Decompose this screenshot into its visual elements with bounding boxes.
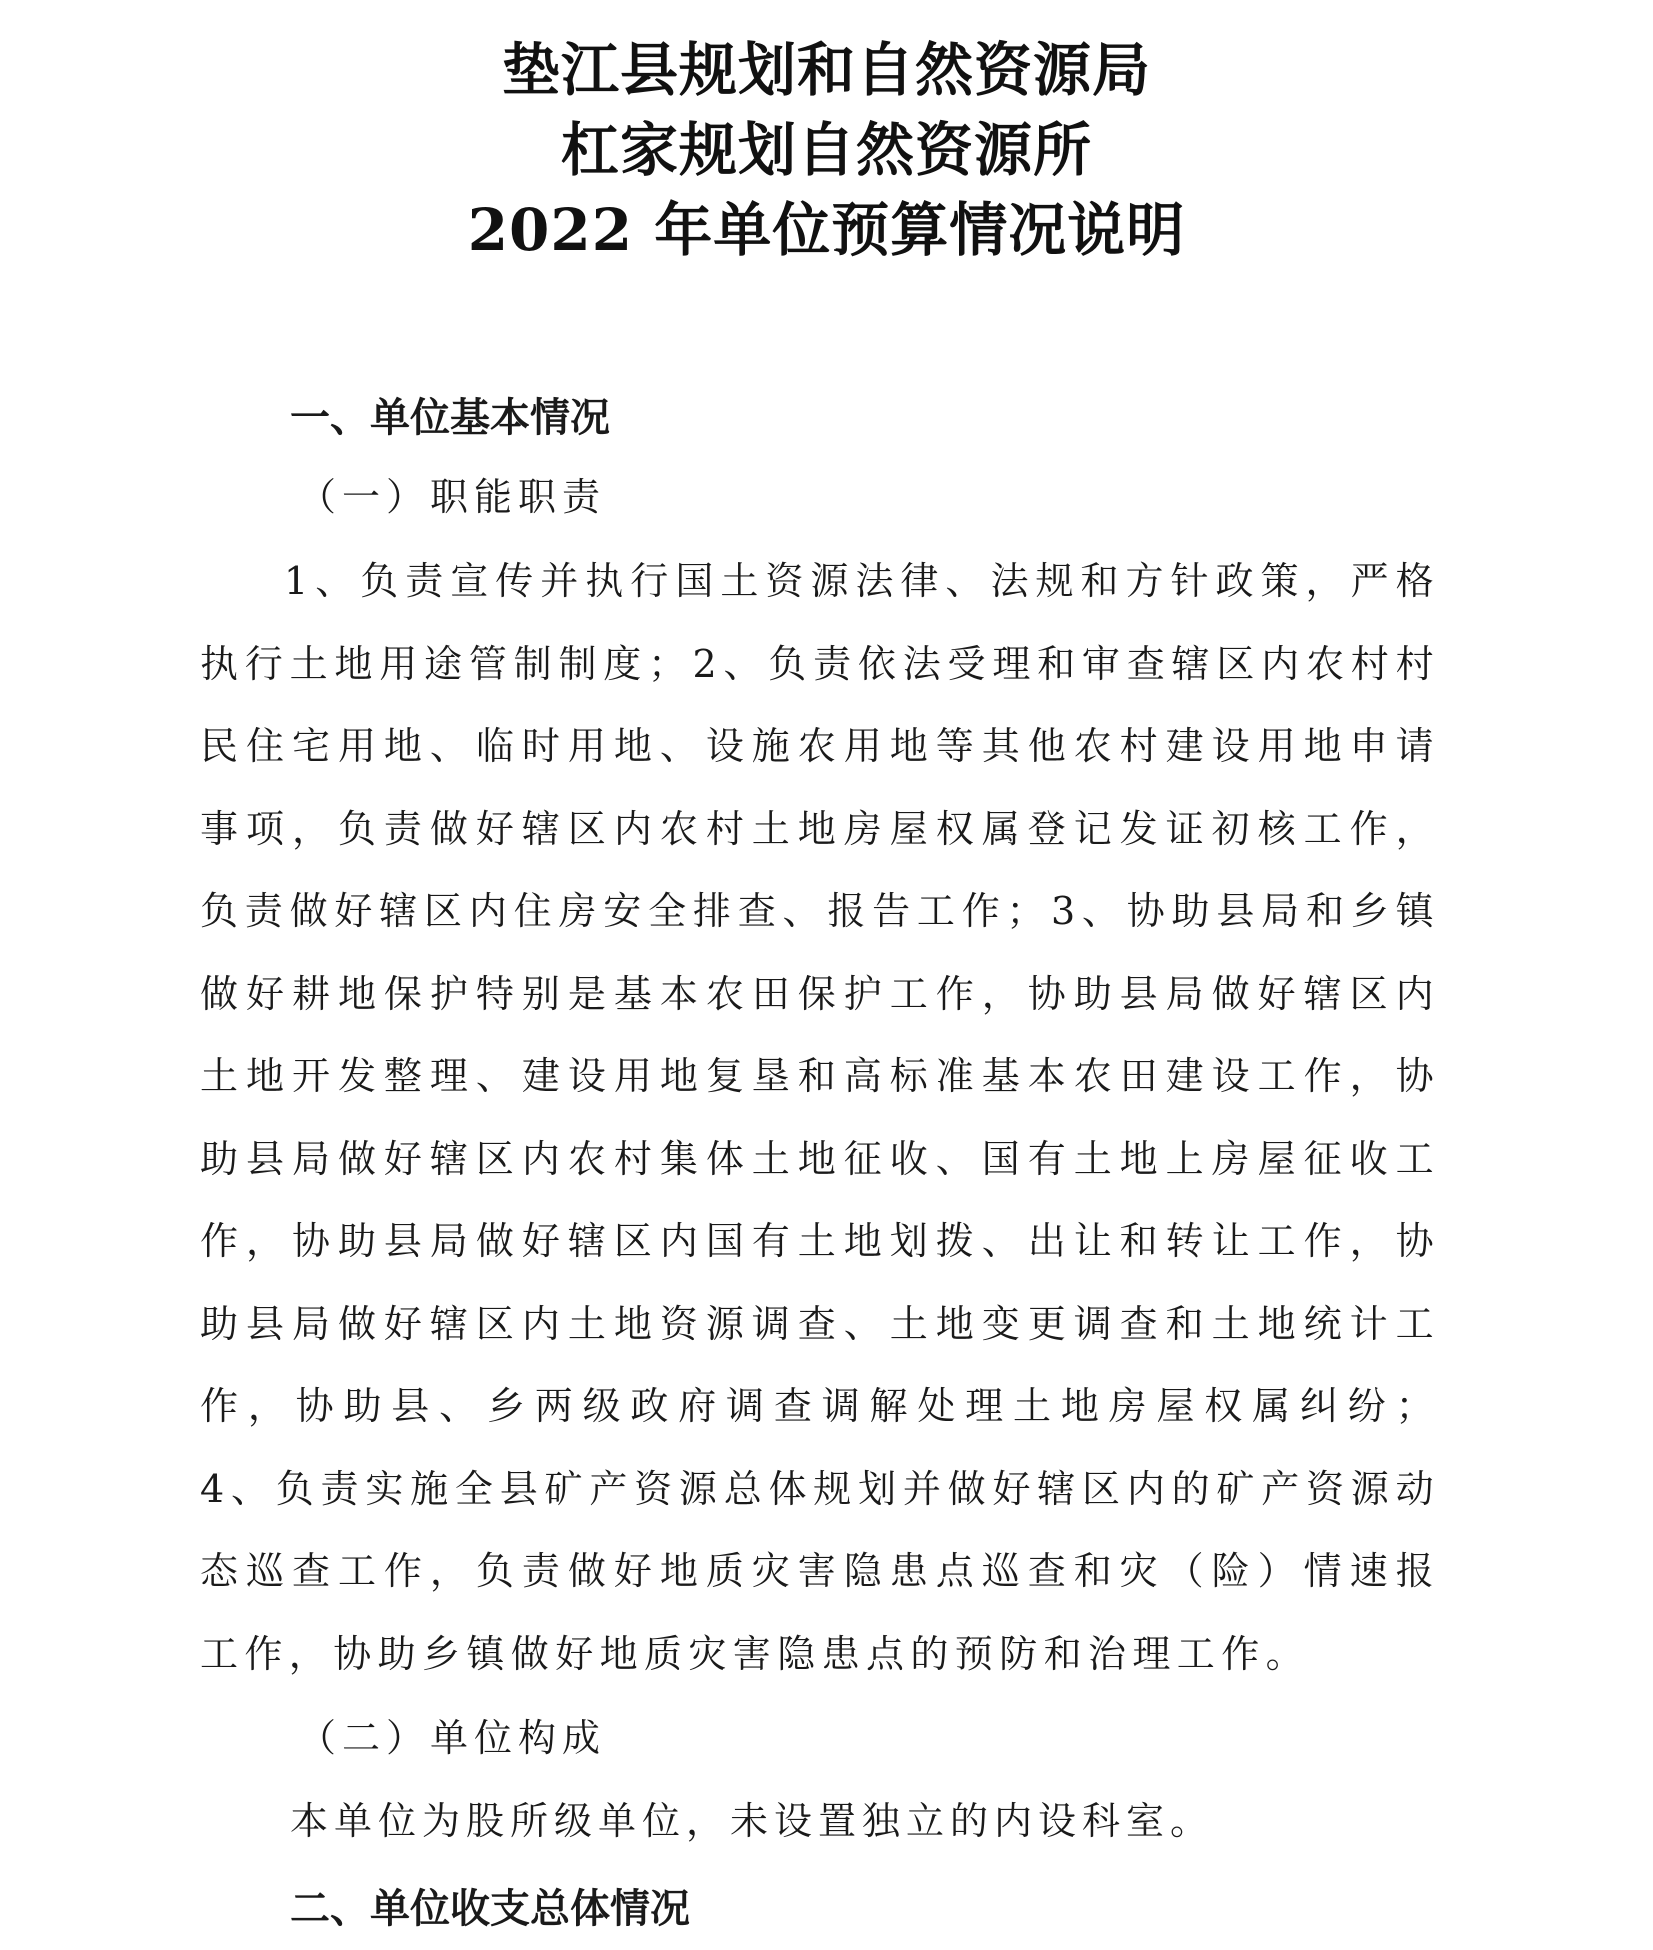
document-title <box>0 30 1653 270</box>
subsection-heading-composition: （二）单位构成 <box>298 1716 607 1760</box>
document-body <box>200 382 1440 1945</box>
title-line-2: 杠家规划自然资源所 <box>560 116 1092 184</box>
title-line-3: 2022 年单位预算情况说明 <box>467 196 1186 264</box>
duties-paragraph: 1、负责宣传并执行国土资源法律、法规和方针政策，严格执行土地用途管制制度；2、负责依法受理和审查辖区内农村村民住宅用地、临时用地、设施农用地等其他农村建设用地申请事项，负责做好辖区内农村土地房屋权属登记发证初核工作，负责做好辖区内住房安全排查、报告工作；3、协助县局和乡镇做好耕地保护特别是基本农田保护工作，协助县局做好辖区内土地开发整理、建设用地复垦和高标准基本农田建设工作，协助县局做好辖区内农村集体土地征收、国有土地上房屋征收工作，协助县局做好辖区内国有土地划拨、出让和转让工作，协助县局做好辖区内土地资源调查、土地变更调查和土地统计工作，协助县、乡两级政府调查调解处理土地房屋权属纠纷； 4、负责实施全县矿产资源总体规划并做好辖区内的矿产资源动态巡查工作，负责做好地质灾害隐患点巡查和灾（险）情速报工作，协助乡镇做好地质灾害隐患点的预防和治理工作。 <box>200 559 1440 1676</box>
subsection-heading-duties: （一）职能职责 <box>298 475 607 519</box>
section-heading-basic-info: 一、单位基本情况 <box>290 395 610 441</box>
composition-paragraph: 本单位为股所级单位，未设置独立的内设科室。 <box>290 1799 1215 1843</box>
title-line-1: 垫江县规划和自然资源局 <box>501 36 1151 104</box>
section-heading-budget-overview: 二、单位收支总体情况 <box>290 1886 690 1932</box>
